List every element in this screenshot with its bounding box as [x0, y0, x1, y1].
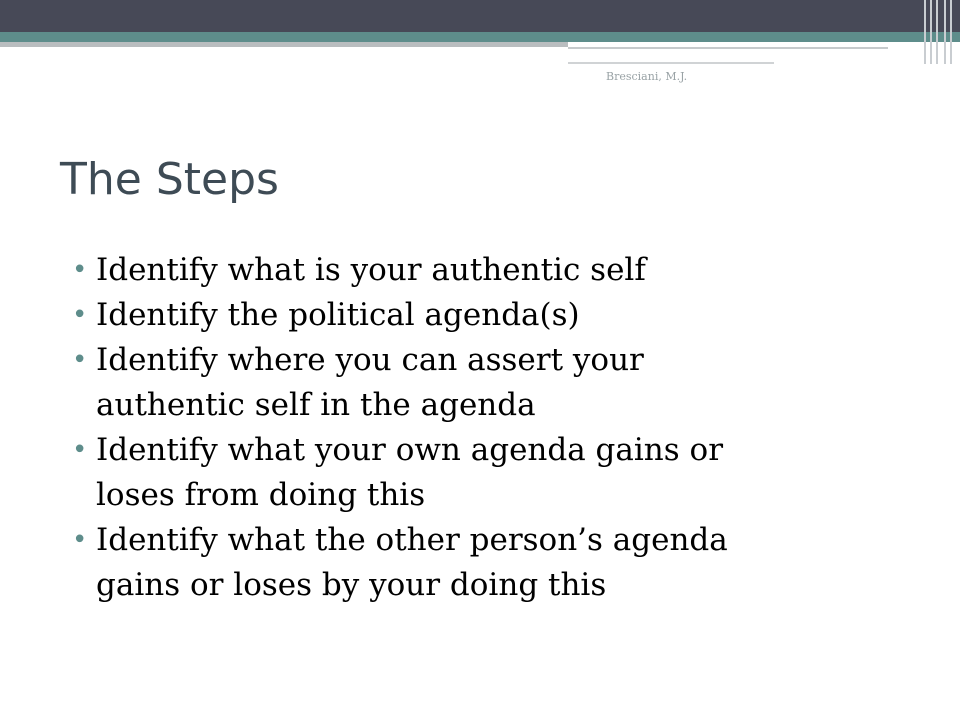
- bullet-line: authentic self in the agenda: [96, 387, 536, 423]
- bullet-line: Identify the political agenda(s): [96, 297, 580, 333]
- bullet-line: Identify what your own agenda gains or: [96, 432, 724, 468]
- bullet-item: [72, 248, 932, 293]
- top-decor-band: [0, 0, 960, 32]
- bullet-list: [72, 248, 932, 608]
- bullet-line: Identify where you can assert your: [96, 342, 644, 378]
- bullet-item: [72, 293, 932, 338]
- bullet-dot-icon: •: [72, 300, 88, 330]
- slide-title: The Steps: [60, 154, 279, 205]
- bullet-item: [72, 338, 932, 428]
- author-credit: Bresciani, M.J.: [606, 70, 688, 83]
- bullet-line: loses from doing this: [96, 477, 426, 513]
- bullet-dot-icon: •: [72, 525, 88, 555]
- bullet-dot-icon: •: [72, 345, 88, 375]
- bullet-dot-icon: •: [72, 255, 88, 285]
- grey-decor-band: [0, 42, 568, 47]
- bullet-dot-icon: •: [72, 435, 88, 465]
- right-decor-bars: [920, 0, 960, 64]
- decor-line-lower: [568, 62, 774, 64]
- bullet-item: [72, 518, 932, 608]
- bullet-line: gains or loses by your doing this: [96, 567, 607, 603]
- bullet-item: [72, 428, 932, 518]
- bullet-line: Identify what the other person’s agenda: [96, 522, 728, 558]
- bullet-line: Identify what is your authentic self: [96, 252, 646, 288]
- decor-line-upper: [568, 47, 888, 49]
- teal-decor-band: [0, 32, 960, 42]
